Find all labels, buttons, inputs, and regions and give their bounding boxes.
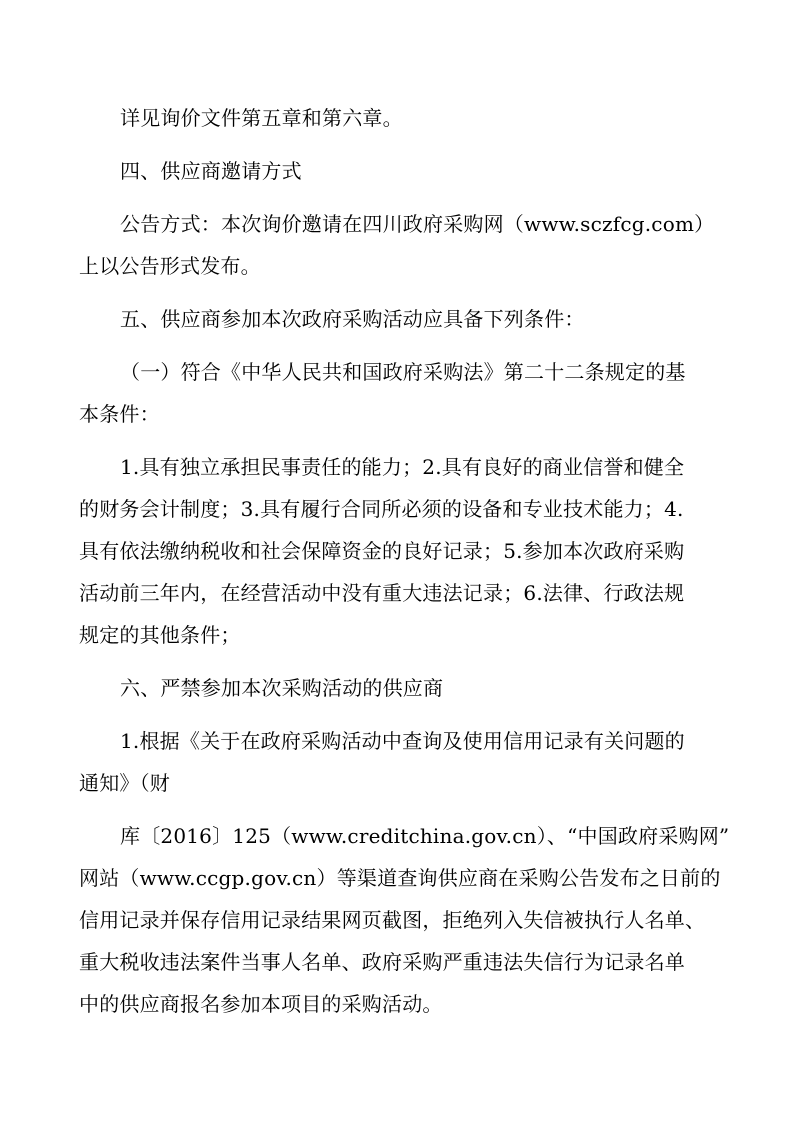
section-heading-5: 五、供应商参加本次政府采购活动应具备下列条件： <box>120 307 585 331</box>
text-line-1: 详见询价文件第五章和第六章。 <box>120 106 403 130</box>
text-line-11: 活动前三年内，在经营活动中没有重大违法记录；6.法律、行政法规 <box>79 581 685 605</box>
text-line-10: 具有依法缴纳税收和社会保障资金的良好记录；5.参加本次政府采购 <box>79 539 685 563</box>
section-heading-6: 六、严禁参加本次采购活动的供应商 <box>120 676 444 700</box>
text-line-18: 信用记录并保存信用记录结果网页截图，拒绝列入失信被执行人名单、 <box>79 908 706 932</box>
text-line-6: （一）符合《中华人民共和国政府采购法》第二十二条规定的基 <box>120 360 686 384</box>
text-line-12: 规定的其他条件； <box>79 623 241 647</box>
text-line-16: 库〔2016〕125（www.creditchina.gov.cn）、“中国政府采购网” <box>120 824 730 848</box>
text-line-20: 中的供应商报名参加本项目的采购活动。 <box>79 992 443 1016</box>
text-line-7: 本条件： <box>79 402 160 426</box>
text-line-19: 重大税收违法案件当事人名单、政府采购严重违法失信行为记录名单 <box>79 950 685 974</box>
text-line-4: 上以公告形式发布。 <box>79 254 261 278</box>
text-line-14: 1.根据《关于在政府采购活动中查询及使用信用记录有关问题的 <box>120 729 685 753</box>
text-line-8: 1.具有独立承担民事责任的能力；2.具有良好的商业信誉和健全 <box>120 455 685 479</box>
text-line-3: 公告方式：本次询价邀请在四川政府采购网（www.sczfcg.com） <box>120 212 715 236</box>
section-heading-4: 四、供应商邀请方式 <box>120 159 302 183</box>
text-line-15: 通知》（财 <box>79 771 170 795</box>
text-line-9: 的财务会计制度；3.具有履行合同所必须的设备和专业技术能力；4. <box>79 497 684 521</box>
text-line-17: 网站（www.ccgp.gov.cn）等渠道查询供应商在采购公告发布之日前的 <box>79 866 721 890</box>
